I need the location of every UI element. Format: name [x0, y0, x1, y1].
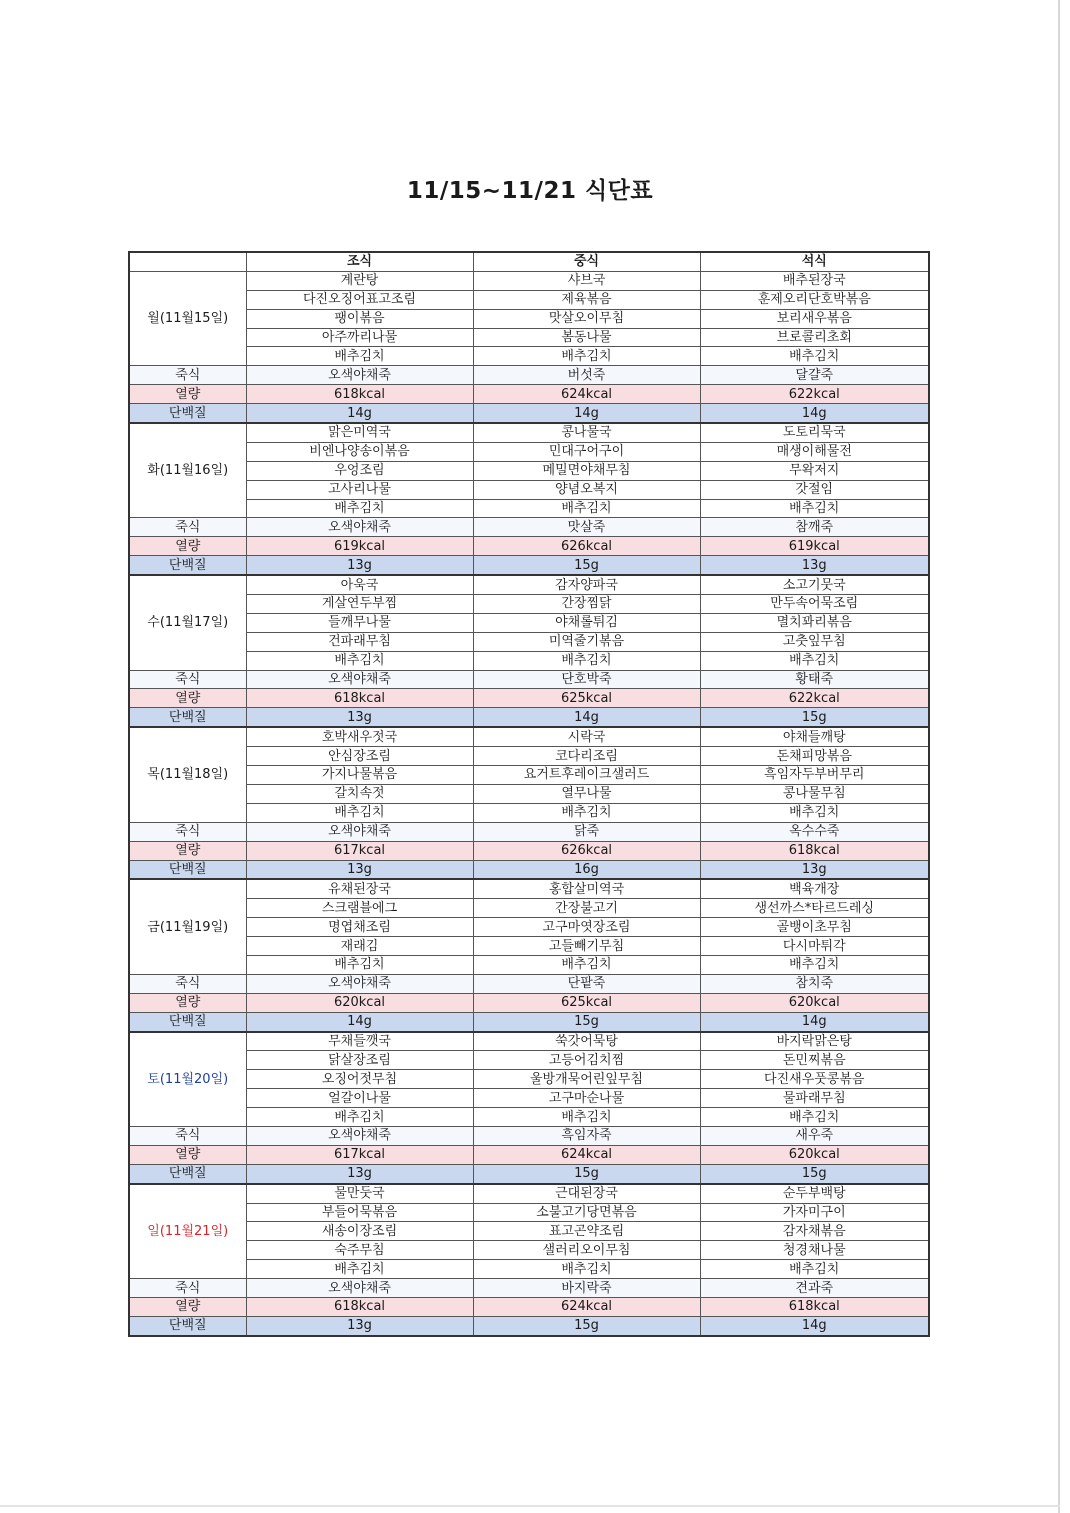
dinner-dish-cell: 청경채나물: [700, 1241, 929, 1260]
breakfast-dish-cell: 아주까리나물: [246, 328, 473, 347]
lunch-porridge-cell: 단팥죽: [473, 974, 700, 993]
lunch-porridge-cell: 바지락죽: [473, 1279, 700, 1298]
lunch-dish-cell: 배추김치: [473, 347, 700, 366]
lunch-calories-cell: 625kcal: [473, 993, 700, 1012]
dinner-dish-cell: 브로콜리초회: [700, 328, 929, 347]
dinner-dish-cell: 흑임자두부버무리: [700, 766, 929, 785]
dinner-dish-cell: 돈민찌볶음: [700, 1051, 929, 1070]
protein-label: 단백질: [129, 404, 246, 423]
dinner-protein-cell: 15g: [700, 1164, 929, 1183]
breakfast-dish-cell: 배추김치: [246, 803, 473, 822]
dinner-dish-cell: 순두부백탕: [700, 1184, 929, 1203]
breakfast-dish-cell: 닭살장조림: [246, 1051, 473, 1070]
breakfast-dish-cell: 오징어젓무침: [246, 1070, 473, 1089]
breakfast-dish-cell: 맑은미역국: [246, 423, 473, 442]
dinner-dish-cell: 무왁저지: [700, 461, 929, 480]
breakfast-dish-cell: 부들어묵볶음: [246, 1203, 473, 1222]
dish-row: [129, 1203, 929, 1222]
lunch-protein-cell: 15g: [473, 1012, 700, 1031]
lunch-dish-cell: 배추김치: [473, 955, 700, 974]
lunch-dish-cell: 쑥갓어묵탕: [473, 1032, 700, 1051]
dish-row: [129, 803, 929, 822]
breakfast-dish-cell: 안심장조림: [246, 747, 473, 766]
dinner-dish-cell: 보리새우볶음: [700, 309, 929, 328]
breakfast-dish-cell: 건파래무침: [246, 632, 473, 651]
breakfast-calories-cell: 617kcal: [246, 841, 473, 860]
lunch-dish-cell: 양념오복지: [473, 480, 700, 499]
breakfast-porridge-cell: 오색야채죽: [246, 822, 473, 841]
dish-row: [129, 1241, 929, 1260]
dinner-dish-cell: 도토리묵국: [700, 423, 929, 442]
dish-row: [129, 937, 929, 956]
lunch-dish-cell: 배추김치: [473, 499, 700, 518]
dish-row: [129, 1089, 929, 1108]
lunch-protein-cell: 14g: [473, 404, 700, 423]
breakfast-dish-cell: 무채들깻국: [246, 1032, 473, 1051]
dinner-dish-cell: 다진새우풋콩볶음: [700, 1070, 929, 1089]
protein-label: 단백질: [129, 860, 246, 879]
dinner-dish-cell: 만두속어묵조림: [700, 595, 929, 614]
porridge-label: 죽식: [129, 974, 246, 993]
breakfast-protein-cell: 13g: [246, 1316, 473, 1335]
protein-row: [129, 1012, 929, 1031]
lunch-dish-cell: 배추김치: [473, 1260, 700, 1279]
dinner-protein-cell: 14g: [700, 404, 929, 423]
breakfast-dish-cell: 갈치속젓: [246, 784, 473, 803]
lunch-dish-cell: 맛살오이무침: [473, 309, 700, 328]
protein-label: 단백질: [129, 1012, 246, 1031]
breakfast-dish-cell: 재래김: [246, 937, 473, 956]
breakfast-dish-cell: 배추김치: [246, 955, 473, 974]
breakfast-dish-cell: 새송이장조림: [246, 1222, 473, 1241]
lunch-calories-cell: 626kcal: [473, 841, 700, 860]
dish-row: [129, 328, 929, 347]
breakfast-porridge-cell: 오색야채죽: [246, 1279, 473, 1298]
dinner-dish-cell: 고춧잎무침: [700, 632, 929, 651]
lunch-dish-cell: 샐러리오이무침: [473, 1241, 700, 1260]
dish-row: [129, 309, 929, 328]
lunch-dish-cell: 민대구어구이: [473, 442, 700, 461]
header-dinner: 석식: [700, 252, 929, 271]
dinner-dish-cell: 물파래무침: [700, 1089, 929, 1108]
meal-plan-table: [128, 251, 930, 1337]
lunch-dish-cell: 배추김치: [473, 803, 700, 822]
dinner-porridge-cell: 견과죽: [700, 1279, 929, 1298]
breakfast-dish-cell: 가지나물볶음: [246, 766, 473, 785]
dinner-dish-cell: 바지락맑은탕: [700, 1032, 929, 1051]
breakfast-calories-cell: 620kcal: [246, 993, 473, 1012]
breakfast-calories-cell: 619kcal: [246, 537, 473, 556]
dish-row: [129, 290, 929, 309]
breakfast-porridge-cell: 오색야채죽: [246, 670, 473, 689]
dish-row: [129, 918, 929, 937]
breakfast-calories-cell: 618kcal: [246, 1297, 473, 1316]
dinner-dish-cell: 골뱅이초무침: [700, 918, 929, 937]
lunch-calories-cell: 624kcal: [473, 1297, 700, 1316]
dinner-dish-cell: 매생이해물전: [700, 442, 929, 461]
breakfast-dish-cell: 아욱국: [246, 575, 473, 594]
dish-row: [129, 955, 929, 974]
breakfast-porridge-cell: 오색야채죽: [246, 974, 473, 993]
dish-row: [129, 423, 929, 442]
protein-label: 단백질: [129, 708, 246, 727]
calories-label: 열량: [129, 1297, 246, 1316]
lunch-dish-cell: 홍합살미역국: [473, 879, 700, 898]
dish-row: [129, 766, 929, 785]
calories-row: [129, 689, 929, 708]
dinner-dish-cell: 생선까스*타르드레싱: [700, 899, 929, 918]
breakfast-dish-cell: 유채된장국: [246, 879, 473, 898]
dinner-calories-cell: 618kcal: [700, 841, 929, 860]
breakfast-dish-cell: 다진오징어표고조림: [246, 290, 473, 309]
header-breakfast: 조식: [246, 252, 473, 271]
calories-row: [129, 841, 929, 860]
lunch-dish-cell: 메밀면야채무침: [473, 461, 700, 480]
page-edge: [0, 1505, 1060, 1507]
lunch-porridge-cell: 맛살죽: [473, 518, 700, 537]
calories-label: 열량: [129, 385, 246, 404]
lunch-dish-cell: 요거트후레이크샐러드: [473, 766, 700, 785]
dinner-dish-cell: 배추김치: [700, 1108, 929, 1127]
lunch-protein-cell: 15g: [473, 1164, 700, 1183]
breakfast-dish-cell: 호박새우젓국: [246, 727, 473, 746]
dish-row: [129, 1184, 929, 1203]
dish-row: [129, 613, 929, 632]
lunch-dish-cell: 소불고기당면볶음: [473, 1203, 700, 1222]
dinner-porridge-cell: 새우죽: [700, 1126, 929, 1145]
dinner-dish-cell: 다시마튀각: [700, 937, 929, 956]
breakfast-dish-cell: 배추김치: [246, 1260, 473, 1279]
dish-row: [129, 271, 929, 290]
page-title: 11/15~11/21 식단표: [406, 178, 654, 204]
dinner-calories-cell: 620kcal: [700, 1145, 929, 1164]
lunch-dish-cell: 감자양파국: [473, 575, 700, 594]
dinner-dish-cell: 배추김치: [700, 1260, 929, 1279]
breakfast-dish-cell: 배추김치: [246, 1108, 473, 1127]
lunch-dish-cell: 고구마순나물: [473, 1089, 700, 1108]
day-label: 화(11월16일): [129, 423, 246, 518]
protein-row: [129, 708, 929, 727]
dinner-dish-cell: 멸치꽈리볶음: [700, 613, 929, 632]
lunch-protein-cell: 15g: [473, 1316, 700, 1335]
lunch-protein-cell: 14g: [473, 708, 700, 727]
breakfast-dish-cell: 들깨무나물: [246, 613, 473, 632]
dinner-protein-cell: 14g: [700, 1012, 929, 1031]
lunch-porridge-cell: 흑임자죽: [473, 1126, 700, 1145]
breakfast-porridge-cell: 오색야채죽: [246, 1126, 473, 1145]
breakfast-protein-cell: 14g: [246, 1012, 473, 1031]
calories-label: 열량: [129, 841, 246, 860]
protein-row: [129, 1316, 929, 1335]
dish-row: [129, 1222, 929, 1241]
dinner-calories-cell: 619kcal: [700, 537, 929, 556]
dinner-dish-cell: 콩나물무침: [700, 784, 929, 803]
day-label: 금(11월19일): [129, 879, 246, 974]
breakfast-protein-cell: 13g: [246, 556, 473, 575]
lunch-porridge-cell: 버섯죽: [473, 366, 700, 385]
dish-row: [129, 347, 929, 366]
lunch-dish-cell: 표고곤약조림: [473, 1222, 700, 1241]
dinner-protein-cell: 13g: [700, 860, 929, 879]
header-blank: [129, 252, 246, 271]
lunch-calories-cell: 626kcal: [473, 537, 700, 556]
dinner-porridge-cell: 달걀죽: [700, 366, 929, 385]
porridge-label: 죽식: [129, 1279, 246, 1298]
breakfast-protein-cell: 13g: [246, 860, 473, 879]
header-lunch: 중식: [473, 252, 700, 271]
lunch-dish-cell: 야채롤튀김: [473, 613, 700, 632]
breakfast-dish-cell: 명엽채조림: [246, 918, 473, 937]
lunch-dish-cell: 간장불고기: [473, 899, 700, 918]
page-edge: [1058, 0, 1060, 1513]
porridge-row: [129, 1126, 929, 1145]
porridge-row: [129, 822, 929, 841]
breakfast-protein-cell: 13g: [246, 708, 473, 727]
breakfast-calories-cell: 618kcal: [246, 689, 473, 708]
breakfast-dish-cell: 배추김치: [246, 347, 473, 366]
day-label: 월(11월15일): [129, 271, 246, 365]
day-label: 일(11월21일): [129, 1184, 246, 1279]
lunch-dish-cell: 고등어김치찜: [473, 1051, 700, 1070]
dinner-dish-cell: 가자미구이: [700, 1203, 929, 1222]
lunch-protein-cell: 16g: [473, 860, 700, 879]
dinner-dish-cell: 배추김치: [700, 347, 929, 366]
dish-row: [129, 727, 929, 746]
dinner-dish-cell: 배추김치: [700, 651, 929, 670]
dish-row: [129, 1051, 929, 1070]
day-label: 목(11월18일): [129, 727, 246, 822]
breakfast-dish-cell: 비엔나양송이볶음: [246, 442, 473, 461]
dish-row: [129, 784, 929, 803]
porridge-label: 죽식: [129, 670, 246, 689]
protein-row: [129, 556, 929, 575]
protein-label: 단백질: [129, 1164, 246, 1183]
protein-label: 단백질: [129, 556, 246, 575]
dish-row: [129, 651, 929, 670]
breakfast-dish-cell: 배추김치: [246, 499, 473, 518]
breakfast-dish-cell: 고사리나물: [246, 480, 473, 499]
lunch-dish-cell: 제육볶음: [473, 290, 700, 309]
dish-row: [129, 879, 929, 898]
dinner-dish-cell: 훈제오리단호박볶음: [700, 290, 929, 309]
dinner-protein-cell: 14g: [700, 1316, 929, 1335]
dinner-dish-cell: 배추된장국: [700, 271, 929, 290]
lunch-dish-cell: 배추김치: [473, 651, 700, 670]
dish-row: [129, 575, 929, 594]
dish-row: [129, 899, 929, 918]
lunch-dish-cell: 콩나물국: [473, 423, 700, 442]
porridge-label: 죽식: [129, 518, 246, 537]
lunch-calories-cell: 625kcal: [473, 689, 700, 708]
porridge-row: [129, 670, 929, 689]
breakfast-porridge-cell: 오색야채죽: [246, 366, 473, 385]
breakfast-protein-cell: 14g: [246, 404, 473, 423]
day-label: 토(11월20일): [129, 1032, 246, 1127]
lunch-dish-cell: 고들빼기무침: [473, 937, 700, 956]
breakfast-dish-cell: 배추김치: [246, 651, 473, 670]
breakfast-dish-cell: 팽이볶음: [246, 309, 473, 328]
porridge-row: [129, 366, 929, 385]
dish-row: [129, 595, 929, 614]
dinner-calories-cell: 622kcal: [700, 689, 929, 708]
breakfast-dish-cell: 물만둣국: [246, 1184, 473, 1203]
calories-label: 열량: [129, 993, 246, 1012]
dish-row: [129, 1032, 929, 1051]
lunch-dish-cell: 간장찜닭: [473, 595, 700, 614]
dinner-dish-cell: 돈채피망볶음: [700, 747, 929, 766]
dish-row: [129, 747, 929, 766]
calories-label: 열량: [129, 689, 246, 708]
protein-row: [129, 404, 929, 423]
dinner-porridge-cell: 황태죽: [700, 670, 929, 689]
lunch-dish-cell: 코다리조림: [473, 747, 700, 766]
protein-row: [129, 860, 929, 879]
dinner-dish-cell: 배추김치: [700, 955, 929, 974]
calories-row: [129, 1145, 929, 1164]
breakfast-dish-cell: 숙주무침: [246, 1241, 473, 1260]
lunch-dish-cell: 배추김치: [473, 1108, 700, 1127]
dish-row: [129, 1260, 929, 1279]
dinner-dish-cell: 소고기뭇국: [700, 575, 929, 594]
dinner-calories-cell: 620kcal: [700, 993, 929, 1012]
lunch-calories-cell: 624kcal: [473, 1145, 700, 1164]
breakfast-calories-cell: 617kcal: [246, 1145, 473, 1164]
calories-label: 열량: [129, 1145, 246, 1164]
breakfast-porridge-cell: 오색야채죽: [246, 518, 473, 537]
dish-row: [129, 1070, 929, 1089]
dinner-porridge-cell: 참치죽: [700, 974, 929, 993]
calories-row: [129, 993, 929, 1012]
lunch-dish-cell: 미역줄기볶음: [473, 632, 700, 651]
dinner-dish-cell: 배추김치: [700, 803, 929, 822]
dinner-dish-cell: 갓절임: [700, 480, 929, 499]
protein-label: 단백질: [129, 1316, 246, 1335]
lunch-dish-cell: 근대된장국: [473, 1184, 700, 1203]
dinner-porridge-cell: 옥수수죽: [700, 822, 929, 841]
lunch-dish-cell: 봄동나물: [473, 328, 700, 347]
porridge-row: [129, 518, 929, 537]
lunch-dish-cell: 샤브국: [473, 271, 700, 290]
protein-row: [129, 1164, 929, 1183]
dinner-dish-cell: 배추김치: [700, 499, 929, 518]
breakfast-dish-cell: 게살연두부찜: [246, 595, 473, 614]
lunch-dish-cell: 울방개묵어린잎무침: [473, 1070, 700, 1089]
lunch-porridge-cell: 단호박죽: [473, 670, 700, 689]
dish-row: [129, 461, 929, 480]
breakfast-dish-cell: 우엉조림: [246, 461, 473, 480]
dinner-protein-cell: 15g: [700, 708, 929, 727]
dish-row: [129, 1108, 929, 1127]
dinner-dish-cell: 야채들깨탕: [700, 727, 929, 746]
calories-row: [129, 1297, 929, 1316]
lunch-protein-cell: 15g: [473, 556, 700, 575]
lunch-dish-cell: 열무나물: [473, 784, 700, 803]
lunch-calories-cell: 624kcal: [473, 385, 700, 404]
breakfast-dish-cell: 스크램블에그: [246, 899, 473, 918]
day-label: 수(11월17일): [129, 575, 246, 670]
breakfast-protein-cell: 13g: [246, 1164, 473, 1183]
lunch-dish-cell: 고구마엿장조림: [473, 918, 700, 937]
dinner-calories-cell: 618kcal: [700, 1297, 929, 1316]
dinner-calories-cell: 622kcal: [700, 385, 929, 404]
dinner-protein-cell: 13g: [700, 556, 929, 575]
calories-label: 열량: [129, 537, 246, 556]
porridge-row: [129, 974, 929, 993]
dinner-dish-cell: 감자채볶음: [700, 1222, 929, 1241]
lunch-dish-cell: 시락국: [473, 727, 700, 746]
porridge-label: 죽식: [129, 366, 246, 385]
porridge-label: 죽식: [129, 1126, 246, 1145]
breakfast-calories-cell: 618kcal: [246, 385, 473, 404]
dinner-porridge-cell: 참깨죽: [700, 518, 929, 537]
porridge-label: 죽식: [129, 822, 246, 841]
meal-plan-body: [129, 271, 929, 1335]
dish-row: [129, 499, 929, 518]
dish-row: [129, 480, 929, 499]
header-row: [129, 252, 929, 271]
calories-row: [129, 385, 929, 404]
dish-row: [129, 442, 929, 461]
breakfast-dish-cell: 얼갈이나물: [246, 1089, 473, 1108]
lunch-porridge-cell: 닭죽: [473, 822, 700, 841]
calories-row: [129, 537, 929, 556]
porridge-row: [129, 1279, 929, 1298]
dish-row: [129, 632, 929, 651]
breakfast-dish-cell: 계란탕: [246, 271, 473, 290]
dinner-dish-cell: 백육개장: [700, 879, 929, 898]
